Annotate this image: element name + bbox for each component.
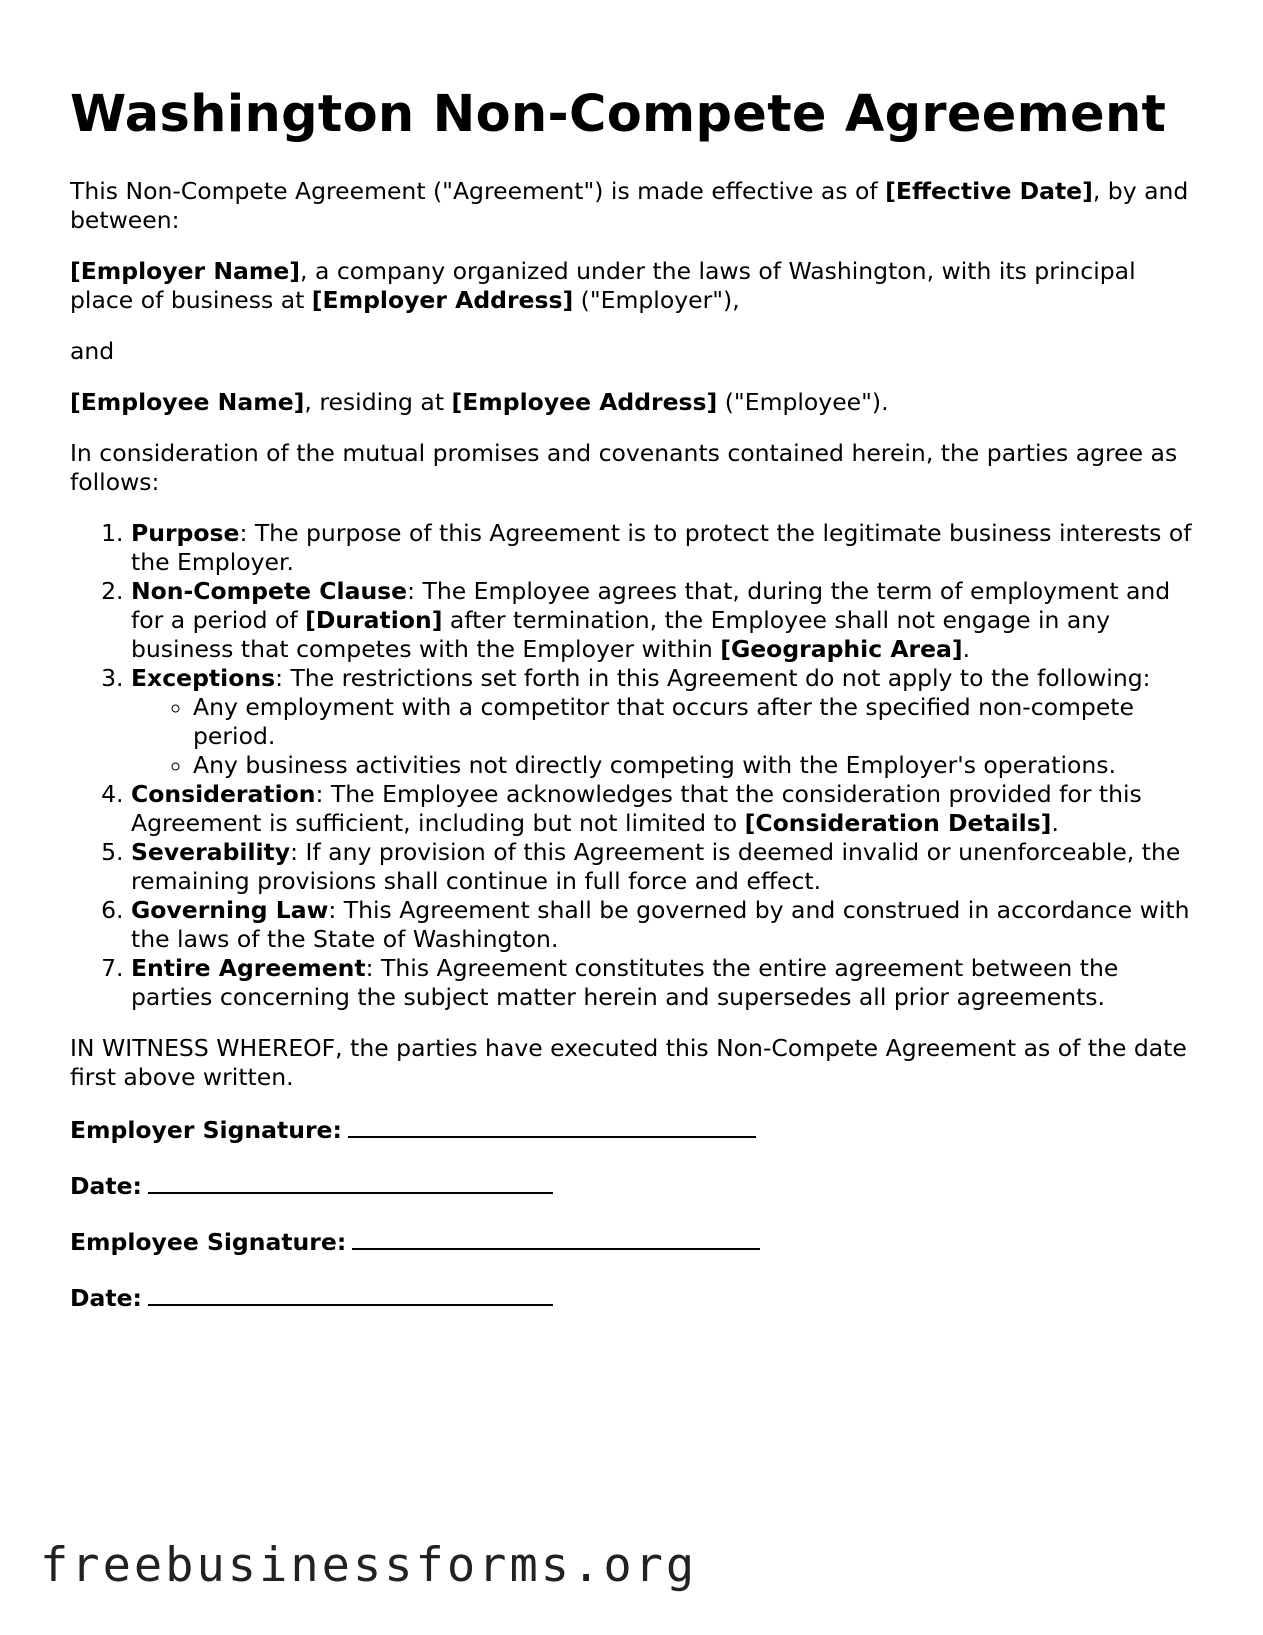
employer-date-label: Date: <box>70 1172 142 1201</box>
employer-name-placeholder: [Employer Name] <box>70 257 301 286</box>
clause-list <box>70 519 1200 1012</box>
document-page <box>70 84 1200 1338</box>
and-text: and <box>70 337 115 366</box>
clause-text: : The Employee agrees that, during the term of employment and for a period of <box>131 577 1171 635</box>
consideration-details-placeholder: [Consideration Details] <box>744 809 1052 838</box>
clause-exceptions <box>131 664 1200 780</box>
clause-text: . <box>962 635 971 664</box>
clause-heading: Non-Compete Clause <box>131 577 408 606</box>
clause-text: : The Employee acknowledges that the consideration provided for this Agreement is sufficient, including but not limited to <box>131 780 1142 838</box>
employee-address-placeholder: [Employee Address] <box>451 388 718 417</box>
clause-non-compete <box>131 577 1200 664</box>
employer-signature-line[interactable] <box>348 1114 756 1138</box>
duration-placeholder: [Duration] <box>305 606 443 635</box>
clause-text: : The restrictions set forth in this Agreement do not apply to the following: <box>275 664 1151 693</box>
document-title: Washington Non-Compete Agreement <box>70 85 1167 144</box>
employee-date-row <box>70 1282 1200 1313</box>
clause-heading: Exceptions <box>131 664 276 693</box>
employer-party-text: , a company organized under the laws of Washington, with its principal place of business at <box>70 257 1136 315</box>
watermark-text: freebusinessforms.org <box>40 1538 698 1593</box>
exception-item: ◦ Any employment with a competitor that occurs after the specified non-compete period. <box>193 693 1200 751</box>
intro-paragraph <box>70 177 1200 235</box>
clause-text: : This Agreement shall be governed by and construed in accordance with the laws of the State of Washington. <box>131 896 1190 954</box>
clause-consideration <box>131 780 1200 838</box>
employee-name-placeholder: [Employee Name] <box>70 388 305 417</box>
employer-party-suffix: ("Employer"), <box>573 286 740 315</box>
employer-signature-label: Employer Signature: <box>70 1116 342 1145</box>
clause-text: : This Agreement constitutes the entire agreement between the parties concerning the subject matter herein and supersedes all prior agreements. <box>131 954 1119 1012</box>
intro-text-after: , by and between: <box>70 177 1189 235</box>
employee-signature-row <box>70 1226 1200 1257</box>
employee-party-paragraph <box>70 388 1200 417</box>
employer-signature-row <box>70 1114 1200 1145</box>
geographic-area-placeholder: [Geographic Area] <box>720 635 963 664</box>
clause-heading: Severability <box>131 838 291 867</box>
employee-signature-label: Employee Signature: <box>70 1228 347 1257</box>
employee-date-label: Date: <box>70 1284 142 1313</box>
clause-severability <box>131 838 1200 896</box>
employer-address-placeholder: [Employer Address] <box>311 286 574 315</box>
exceptions-list <box>131 693 1200 780</box>
clause-heading: Entire Agreement <box>131 954 366 983</box>
witness-paragraph: IN WITNESS WHEREOF, the parties have executed this Non-Compete Agreement as of the date first above written. <box>70 1034 1187 1092</box>
employer-date-row <box>70 1170 1200 1201</box>
intro-text-before: This Non-Compete Agreement ("Agreement") is made effective as of <box>70 177 886 206</box>
employer-party-paragraph <box>70 257 1200 315</box>
employee-date-line[interactable] <box>148 1282 553 1306</box>
clause-text: : The purpose of this Agreement is to protect the legitimate business interests of the Employer. <box>131 519 1192 577</box>
consideration-intro: In consideration of the mutual promises and covenants contained herein, the parties agree as follows: <box>70 439 1178 497</box>
clause-governing-law <box>131 896 1200 954</box>
clause-purpose <box>131 519 1200 577</box>
clause-text: after termination, the Employee shall not engage in any business that competes with the Employer within <box>131 606 1111 664</box>
effective-date-placeholder: [Effective Date] <box>885 177 1093 206</box>
clause-entire-agreement <box>131 954 1200 1012</box>
clause-heading: Governing Law <box>131 896 329 925</box>
employee-party-text: , residing at <box>304 388 452 417</box>
employer-date-line[interactable] <box>148 1170 553 1194</box>
clause-heading: Consideration <box>131 780 316 809</box>
clause-text: : If any provision of this Agreement is deemed invalid or unenforceable, the remaining provisions shall continue in full force and effect. <box>131 838 1181 896</box>
clause-heading: Purpose <box>131 519 240 548</box>
employee-party-suffix: ("Employee"). <box>717 388 889 417</box>
employee-signature-line[interactable] <box>352 1226 760 1250</box>
exception-item: ◦ Any business activities not directly competing with the Employer's operations. <box>193 751 1200 780</box>
clause-text: . <box>1051 809 1059 838</box>
